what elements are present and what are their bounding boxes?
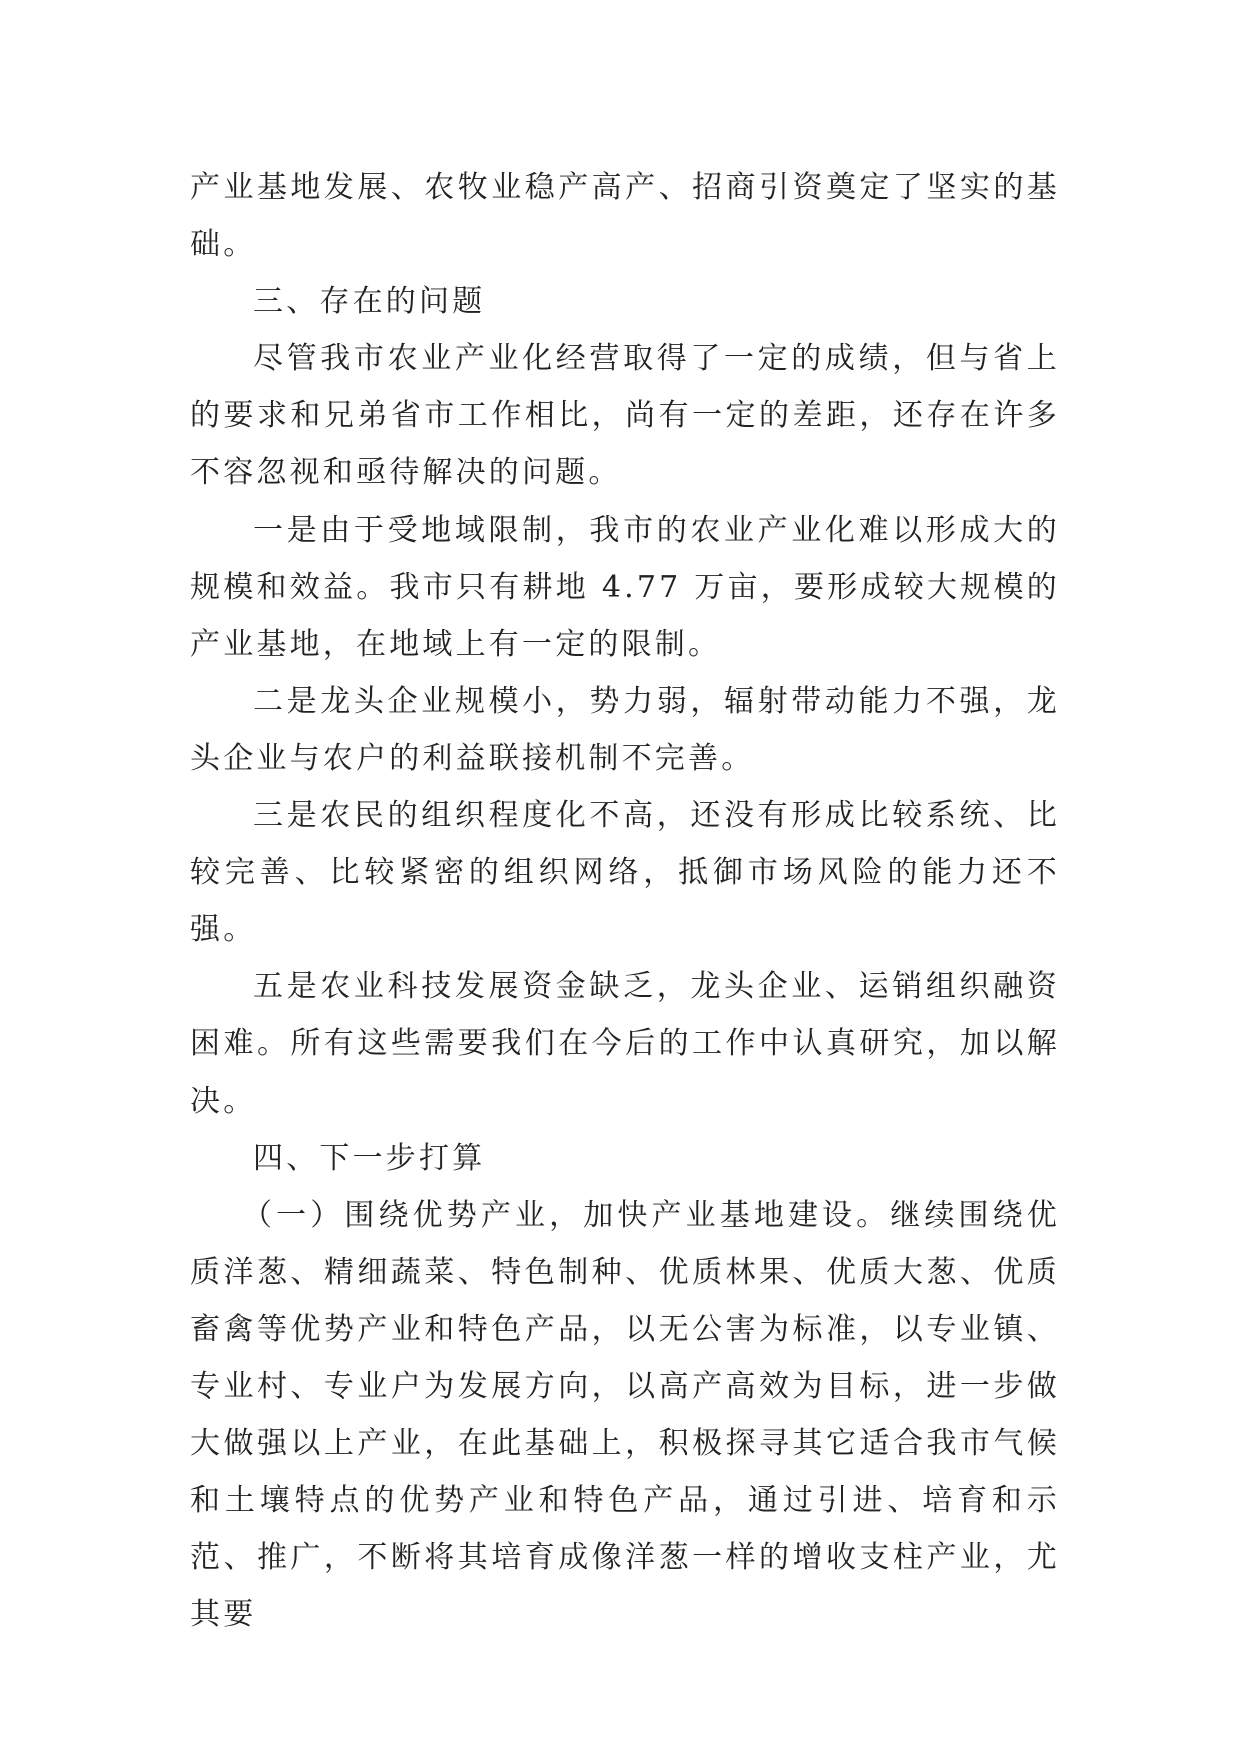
paragraph-next-step-one: （一）围绕优势产业，加快产业基地建设。继续围绕优质洋葱、精细蔬菜、特色制种、优质林果、优质大葱、优质畜禽等优势产业和特色产品，以无公害为标准，以专业镇、专业村、专业户为发展方向，以高产高效为目标，进一步做大做强以上产业，在此基础上，积极探寻其它适合我市气候和土壤特点的优势产业和特色产品，通过引进、培育和示范、推广，不断将其培育成像洋葱一样的增收支柱产业，尤其要 <box>190 1197 1060 1633</box>
paragraph-problem-five: 五是农业科技发展资金缺乏，龙头企业、运销组织融资困难。所有这些需要我们在今后的工作中认真研究，加以解决。 <box>190 969 1060 1119</box>
paragraph-problem-three: 三是农民的组织程度化不高，还没有形成比较系统、比较完善、比较紧密的组织网络，抵御市场风险的能力还不强。 <box>190 798 1060 948</box>
section-heading-next-steps: 四、下一步打算 <box>253 1140 486 1176</box>
section-heading-problems: 三、存在的问题 <box>253 284 486 320</box>
paragraph-continuation: 产业基地发展、农牧业稳产高产、招商引资奠定了坚实的基础。 <box>190 170 1060 263</box>
document-body <box>190 159 1060 1643</box>
paragraph-problems-intro: 尽管我市农业产业化经营取得了一定的成绩，但与省上的要求和兄弟省市工作相比，尚有一定的差距，还存在许多不容忽视和亟待解决的问题。 <box>190 341 1060 491</box>
paragraph-problem-two: 二是龙头企业规模小，势力弱，辐射带动能力不强，龙头企业与农户的利益联接机制不完善。 <box>190 683 1060 776</box>
paragraph-problem-one: 一是由于受地域限制，我市的农业产业化难以形成大的规模和效益。我市只有耕地 4.77 万亩，要形成较大规模的产业基地，在地域上有一定的限制。 <box>190 512 1060 662</box>
